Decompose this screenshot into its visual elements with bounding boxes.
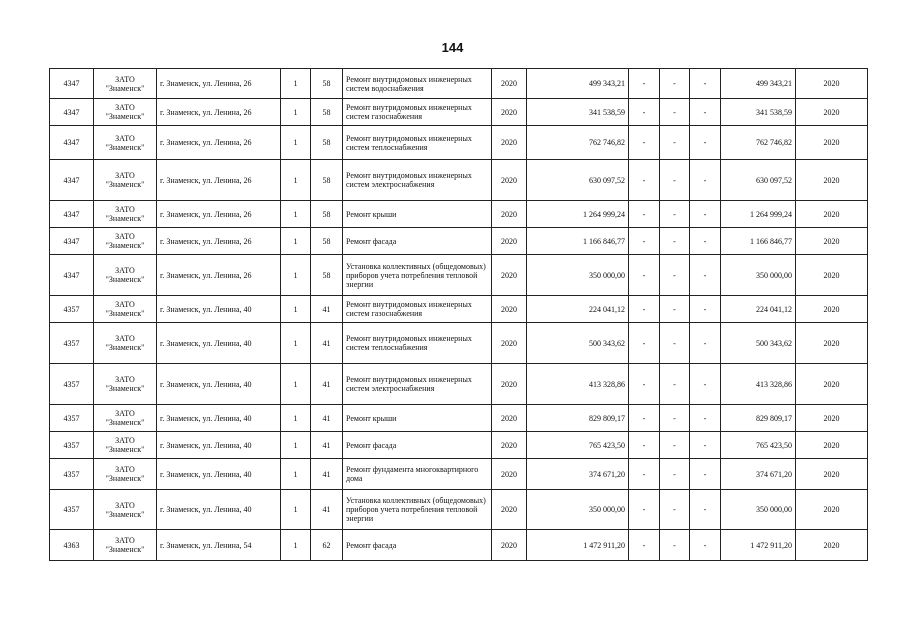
total-cost-cell: 1 264 999,24 xyxy=(721,201,796,228)
cost-cell: 630 097,52 xyxy=(527,160,629,201)
dash-cell: - xyxy=(660,255,690,296)
address-cell: г. Знаменск, ул. Ленина, 40 xyxy=(157,405,281,432)
dash-cell: - xyxy=(629,99,660,126)
work-type-cell: Ремонт фундамента многоквартирного дома xyxy=(343,459,492,490)
work-type-cell: Установка коллективных (общедомовых) приборов учета потребления тепловой энергии xyxy=(343,490,492,530)
cost-cell: 765 423,50 xyxy=(527,432,629,459)
number-cell: 41 xyxy=(311,364,343,405)
number-cell: 41 xyxy=(311,490,343,530)
house-id-cell: 4363 xyxy=(50,530,94,561)
number-cell: 41 xyxy=(311,405,343,432)
total-cost-cell: 500 343,62 xyxy=(721,323,796,364)
dash-cell: - xyxy=(660,69,690,99)
table-row xyxy=(50,99,868,126)
cost-cell: 499 343,21 xyxy=(527,69,629,99)
count-cell: 1 xyxy=(281,296,311,323)
completion-year-cell: 2020 xyxy=(796,99,868,126)
number-cell: 58 xyxy=(311,160,343,201)
municipality-name: "Знаменск" xyxy=(105,241,145,250)
municipality-name: "Знаменск" xyxy=(105,509,145,519)
dash-cell: - xyxy=(690,323,721,364)
work-type-cell: Ремонт фасада xyxy=(343,530,492,561)
count-cell: 1 xyxy=(281,530,311,561)
count-cell: 1 xyxy=(281,490,311,530)
cost-cell: 500 343,62 xyxy=(527,323,629,364)
number-cell: 41 xyxy=(311,296,343,323)
count-cell: 1 xyxy=(281,432,311,459)
house-id-cell: 4357 xyxy=(50,432,94,459)
dash-cell: - xyxy=(629,490,660,530)
dash-cell: - xyxy=(629,323,660,364)
dash-cell: - xyxy=(690,228,721,255)
year-cell: 2020 xyxy=(492,490,527,530)
municipality-name: "Знаменск" xyxy=(105,343,145,352)
municipality-cell xyxy=(94,296,157,323)
municipality-type: ЗАТО xyxy=(115,536,135,545)
house-id-cell: 4347 xyxy=(50,126,94,160)
address-cell: г. Знаменск, ул. Ленина, 26 xyxy=(157,99,281,126)
address-cell: г. Знаменск, ул. Ленина, 26 xyxy=(157,160,281,201)
dash-cell: - xyxy=(660,364,690,405)
total-cost-cell: 630 097,52 xyxy=(721,160,796,201)
table-row xyxy=(50,126,868,160)
cost-cell: 350 000,00 xyxy=(527,255,629,296)
house-id-cell: 4357 xyxy=(50,490,94,530)
address-cell: г. Знаменск, ул. Ленина, 26 xyxy=(157,69,281,99)
completion-year-cell: 2020 xyxy=(796,228,868,255)
dash-cell: - xyxy=(629,364,660,405)
year-cell: 2020 xyxy=(492,296,527,323)
count-cell: 1 xyxy=(281,405,311,432)
count-cell: 1 xyxy=(281,459,311,490)
cost-cell: 1 472 911,20 xyxy=(527,530,629,561)
dash-cell: - xyxy=(660,323,690,364)
municipality-type: ЗАТО xyxy=(115,465,135,474)
completion-year-cell: 2020 xyxy=(796,160,868,201)
house-id-cell: 4357 xyxy=(50,323,94,364)
total-cost-cell: 374 671,20 xyxy=(721,459,796,490)
completion-year-cell: 2020 xyxy=(796,459,868,490)
address-cell: г. Знаменск, ул. Ленина, 26 xyxy=(157,255,281,296)
total-cost-cell: 224 041,12 xyxy=(721,296,796,323)
work-type-cell: Ремонт внутридомовых инженерных систем водоснабжения xyxy=(343,69,492,99)
year-cell: 2020 xyxy=(492,255,527,296)
table-row xyxy=(50,69,868,99)
completion-year-cell: 2020 xyxy=(796,323,868,364)
work-type-cell: Ремонт внутридомовых инженерных систем электроснабжения xyxy=(343,364,492,405)
cost-cell: 224 041,12 xyxy=(527,296,629,323)
total-cost-cell: 350 000,00 xyxy=(721,490,796,530)
cost-cell: 829 809,17 xyxy=(527,405,629,432)
house-id-cell: 4347 xyxy=(50,99,94,126)
municipality-name: "Знаменск" xyxy=(105,384,145,393)
municipality-name: "Знаменск" xyxy=(105,214,145,223)
cost-cell: 350 000,00 xyxy=(527,490,629,530)
house-id-cell: 4347 xyxy=(50,160,94,201)
municipality-cell xyxy=(94,69,157,99)
dash-cell: - xyxy=(629,126,660,160)
municipality-type: ЗАТО xyxy=(115,436,135,445)
table-body xyxy=(50,69,868,561)
dash-cell: - xyxy=(690,99,721,126)
work-type-cell: Ремонт крыши xyxy=(343,201,492,228)
dash-cell: - xyxy=(660,228,690,255)
address-cell: г. Знаменск, ул. Ленина, 40 xyxy=(157,432,281,459)
table-row xyxy=(50,255,868,296)
total-cost-cell: 350 000,00 xyxy=(721,255,796,296)
total-cost-cell: 341 538,59 xyxy=(721,99,796,126)
municipality-name: "Знаменск" xyxy=(105,445,145,454)
address-cell: г. Знаменск, ул. Ленина, 40 xyxy=(157,364,281,405)
year-cell: 2020 xyxy=(492,323,527,364)
page-number: 144 xyxy=(441,40,464,55)
cost-cell: 374 671,20 xyxy=(527,459,629,490)
dash-cell: - xyxy=(629,228,660,255)
total-cost-cell: 829 809,17 xyxy=(721,405,796,432)
address-cell: г. Знаменск, ул. Ленина, 40 xyxy=(157,490,281,530)
table-row xyxy=(50,405,868,432)
year-cell: 2020 xyxy=(492,530,527,561)
municipality-cell xyxy=(94,201,157,228)
dash-cell: - xyxy=(690,459,721,490)
count-cell: 1 xyxy=(281,201,311,228)
municipality-cell xyxy=(94,530,157,561)
total-cost-cell: 499 343,21 xyxy=(721,69,796,99)
table-row xyxy=(50,228,868,255)
total-cost-cell: 413 328,86 xyxy=(721,364,796,405)
municipality-type: ЗАТО xyxy=(115,133,135,143)
municipality-cell xyxy=(94,490,157,530)
dash-cell: - xyxy=(690,364,721,405)
completion-year-cell: 2020 xyxy=(796,126,868,160)
year-cell: 2020 xyxy=(492,364,527,405)
dash-cell: - xyxy=(629,459,660,490)
house-id-cell: 4357 xyxy=(50,296,94,323)
total-cost-cell: 1 166 846,77 xyxy=(721,228,796,255)
count-cell: 1 xyxy=(281,323,311,364)
work-type-cell: Ремонт внутридомовых инженерных систем теплоснабжения xyxy=(343,126,492,160)
municipality-type: ЗАТО xyxy=(115,300,135,309)
house-id-cell: 4347 xyxy=(50,228,94,255)
dash-cell: - xyxy=(690,201,721,228)
completion-year-cell: 2020 xyxy=(796,364,868,405)
municipality-name: "Знаменск" xyxy=(105,83,145,93)
municipality-name: "Знаменск" xyxy=(105,275,145,284)
dash-cell: - xyxy=(660,296,690,323)
dash-cell: - xyxy=(660,405,690,432)
municipality-type: ЗАТО xyxy=(115,103,135,112)
number-cell: 58 xyxy=(311,99,343,126)
year-cell: 2020 xyxy=(492,228,527,255)
work-type-cell: Ремонт фасада xyxy=(343,432,492,459)
year-cell: 2020 xyxy=(492,99,527,126)
dash-cell: - xyxy=(690,490,721,530)
year-cell: 2020 xyxy=(492,160,527,201)
cost-cell: 1 264 999,24 xyxy=(527,201,629,228)
cost-cell: 762 746,82 xyxy=(527,126,629,160)
house-id-cell: 4357 xyxy=(50,459,94,490)
cost-cell: 341 538,59 xyxy=(527,99,629,126)
dash-cell: - xyxy=(660,126,690,160)
municipality-cell xyxy=(94,323,157,364)
dash-cell: - xyxy=(690,255,721,296)
dash-cell: - xyxy=(660,459,690,490)
municipality-type: ЗАТО xyxy=(115,232,135,241)
number-cell: 41 xyxy=(311,459,343,490)
municipality-cell xyxy=(94,126,157,160)
total-cost-cell: 762 746,82 xyxy=(721,126,796,160)
completion-year-cell: 2020 xyxy=(796,69,868,99)
completion-year-cell: 2020 xyxy=(796,201,868,228)
municipality-cell xyxy=(94,432,157,459)
table-row xyxy=(50,459,868,490)
municipality-type: ЗАТО xyxy=(115,74,135,84)
cost-cell: 1 166 846,77 xyxy=(527,228,629,255)
municipality-name: "Знаменск" xyxy=(105,180,145,189)
work-type-cell: Установка коллективных (общедомовых) приборов учета потребления тепловой энергии xyxy=(343,255,492,296)
municipality-name: "Знаменск" xyxy=(105,309,145,318)
year-cell: 2020 xyxy=(492,69,527,99)
address-cell: г. Знаменск, ул. Ленина, 26 xyxy=(157,228,281,255)
number-cell: 58 xyxy=(311,126,343,160)
dash-cell: - xyxy=(660,201,690,228)
municipality-type: ЗАТО xyxy=(115,500,135,510)
number-cell: 58 xyxy=(311,69,343,99)
address-cell: г. Знаменск, ул. Ленина, 26 xyxy=(157,201,281,228)
house-id-cell: 4357 xyxy=(50,364,94,405)
number-cell: 58 xyxy=(311,228,343,255)
dash-cell: - xyxy=(690,432,721,459)
municipality-name: "Знаменск" xyxy=(105,112,145,121)
total-cost-cell: 765 423,50 xyxy=(721,432,796,459)
count-cell: 1 xyxy=(281,364,311,405)
municipality-cell xyxy=(94,405,157,432)
completion-year-cell: 2020 xyxy=(796,296,868,323)
work-type-cell: Ремонт внутридомовых инженерных систем газоснабжения xyxy=(343,99,492,126)
municipality-cell xyxy=(94,99,157,126)
year-cell: 2020 xyxy=(492,432,527,459)
number-cell: 58 xyxy=(311,255,343,296)
municipality-name: "Знаменск" xyxy=(105,418,145,427)
address-cell: г. Знаменск, ул. Ленина, 26 xyxy=(157,126,281,160)
dash-cell: - xyxy=(660,160,690,201)
municipality-type: ЗАТО xyxy=(115,375,135,384)
total-cost-cell: 1 472 911,20 xyxy=(721,530,796,561)
completion-year-cell: 2020 xyxy=(796,432,868,459)
table-row xyxy=(50,201,868,228)
number-cell: 62 xyxy=(311,530,343,561)
table-row xyxy=(50,160,868,201)
dash-cell: - xyxy=(690,160,721,201)
dash-cell: - xyxy=(690,126,721,160)
municipality-type: ЗАТО xyxy=(115,266,135,275)
table-row xyxy=(50,490,868,530)
address-cell: г. Знаменск, ул. Ленина, 54 xyxy=(157,530,281,561)
address-cell: г. Знаменск, ул. Ленина, 40 xyxy=(157,296,281,323)
house-id-cell: 4347 xyxy=(50,69,94,99)
dash-cell: - xyxy=(690,530,721,561)
municipality-cell xyxy=(94,228,157,255)
count-cell: 1 xyxy=(281,126,311,160)
address-cell: г. Знаменск, ул. Ленина, 40 xyxy=(157,459,281,490)
count-cell: 1 xyxy=(281,160,311,201)
completion-year-cell: 2020 xyxy=(796,490,868,530)
year-cell: 2020 xyxy=(492,459,527,490)
municipality-cell xyxy=(94,160,157,201)
dash-cell: - xyxy=(690,69,721,99)
municipality-cell xyxy=(94,364,157,405)
table-row xyxy=(50,432,868,459)
municipality-name: "Знаменск" xyxy=(105,142,145,152)
work-type-cell: Ремонт внутридомовых инженерных систем газоснабжения xyxy=(343,296,492,323)
year-cell: 2020 xyxy=(492,201,527,228)
work-type-cell: Ремонт крыши xyxy=(343,405,492,432)
dash-cell: - xyxy=(629,201,660,228)
municipality-cell xyxy=(94,459,157,490)
dash-cell: - xyxy=(660,432,690,459)
house-id-cell: 4347 xyxy=(50,255,94,296)
dash-cell: - xyxy=(629,69,660,99)
dash-cell: - xyxy=(629,296,660,323)
count-cell: 1 xyxy=(281,228,311,255)
work-type-cell: Ремонт внутридомовых инженерных систем электроснабжения xyxy=(343,160,492,201)
completion-year-cell: 2020 xyxy=(796,405,868,432)
count-cell: 1 xyxy=(281,69,311,99)
house-id-cell: 4347 xyxy=(50,201,94,228)
house-id-cell: 4357 xyxy=(50,405,94,432)
table-row xyxy=(50,530,868,561)
year-cell: 2020 xyxy=(492,405,527,432)
completion-year-cell: 2020 xyxy=(796,255,868,296)
dash-cell: - xyxy=(690,296,721,323)
dash-cell: - xyxy=(660,490,690,530)
dash-cell: - xyxy=(690,405,721,432)
year-cell: 2020 xyxy=(492,126,527,160)
municipality-type: ЗАТО xyxy=(115,205,135,214)
municipality-name: "Знаменск" xyxy=(105,474,145,483)
table-row xyxy=(50,364,868,405)
dash-cell: - xyxy=(629,160,660,201)
count-cell: 1 xyxy=(281,255,311,296)
table-row xyxy=(50,323,868,364)
dash-cell: - xyxy=(660,530,690,561)
dash-cell: - xyxy=(629,432,660,459)
completion-year-cell: 2020 xyxy=(796,530,868,561)
repair-schedule-table xyxy=(49,68,868,561)
dash-cell: - xyxy=(629,255,660,296)
municipality-type: ЗАТО xyxy=(115,171,135,180)
number-cell: 41 xyxy=(311,323,343,364)
municipality-type: ЗАТО xyxy=(115,409,135,418)
cost-cell: 413 328,86 xyxy=(527,364,629,405)
table-row xyxy=(50,296,868,323)
address-cell: г. Знаменск, ул. Ленина, 40 xyxy=(157,323,281,364)
work-type-cell: Ремонт внутридомовых инженерных систем теплоснабжения xyxy=(343,323,492,364)
dash-cell: - xyxy=(660,99,690,126)
municipality-type: ЗАТО xyxy=(115,334,135,343)
dash-cell: - xyxy=(629,530,660,561)
number-cell: 41 xyxy=(311,432,343,459)
work-type-cell: Ремонт фасада xyxy=(343,228,492,255)
municipality-cell xyxy=(94,255,157,296)
municipality-name: "Знаменск" xyxy=(105,545,145,554)
dash-cell: - xyxy=(629,405,660,432)
number-cell: 58 xyxy=(311,201,343,228)
count-cell: 1 xyxy=(281,99,311,126)
